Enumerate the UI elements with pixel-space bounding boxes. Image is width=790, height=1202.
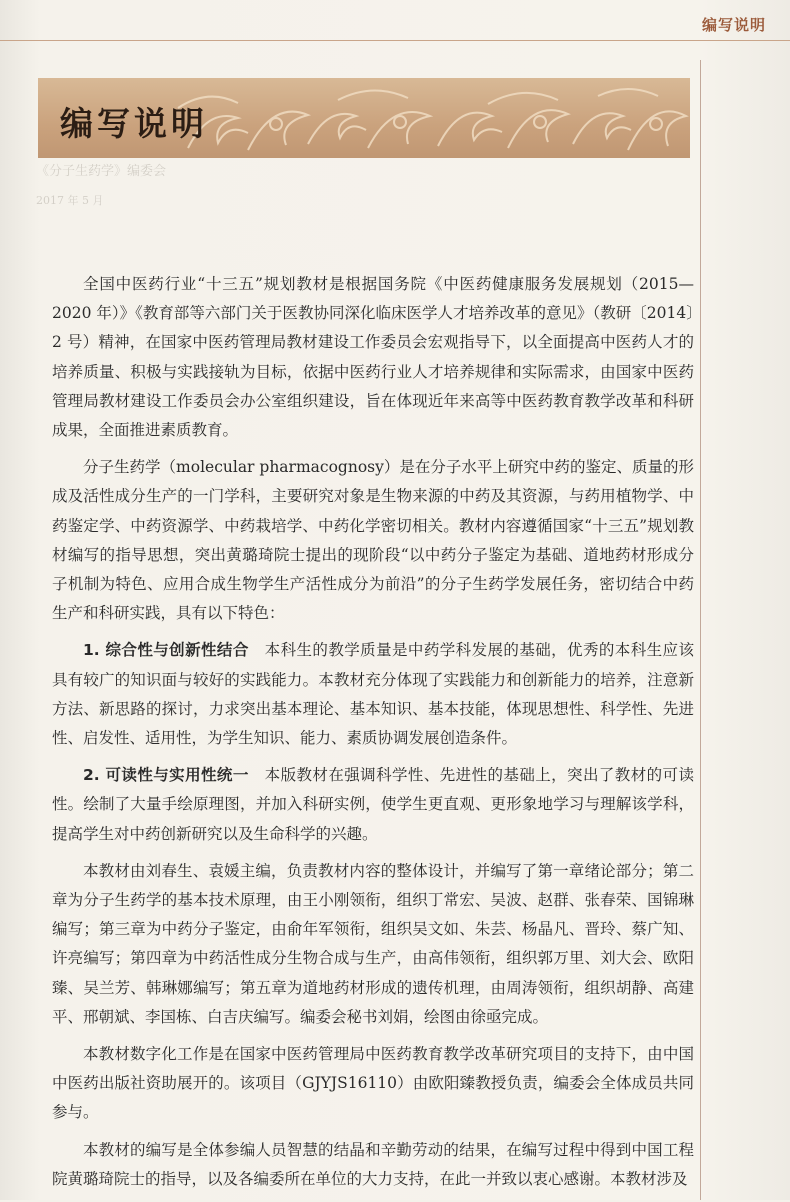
bleed-through-text: 《分子生药学》编委会 — [36, 164, 167, 179]
paragraph — [52, 453, 694, 628]
paragraph — [52, 270, 694, 445]
paragraph-text: 本版教材在强调科学性、先进性的基础上，突出了教材的可读性。绘制了大量手绘原理图，并加入科研实例，使学生更直观、更形象地学习与理解该学科，提高学生对中药创新研究以及生命科学的兴趣。 — [52, 766, 694, 843]
header-rule — [0, 40, 790, 41]
feature-heading: 1. 综合性与创新性结合 — [83, 641, 249, 660]
banner-title: 编写说明 — [60, 104, 208, 143]
bleed-through-date: 2017 年 5 月 — [36, 194, 104, 207]
paragraph — [52, 857, 694, 1032]
paragraph — [52, 1136, 694, 1194]
feature-paragraph — [52, 636, 694, 753]
chapter-banner — [38, 78, 690, 158]
paragraph-text: 本教材由刘春生、袁媛主编，负责教材内容的整体设计，并编写了第一章绪论部分；第二章为分子生药学的基本技术原理，由王小刚领衔，组织丁常宏、吴波、赵群、张春荣、国锦琳编写；第三章为中药分子鉴定，由俞年军领衔，组织吴文如、朱芸、杨晶凡、晋玲、蔡广知、许亮编写；第四章为中药活性成分生物合成与生产，由高伟领衔，组织郭万里、刘大会、欧阳臻、吴兰芳、韩琳娜编写；第五章为道地药材形成的遗传机理，由周涛领衔，组织胡静、高建平、邢朝斌、李国栋、白吉庆编写。编委会秘书刘娟，绘图由徐亟完成。 — [52, 861, 694, 1026]
paragraph-text: 本科生的教学质量是中药学科发展的基础，优秀的本科生应该具有较广的知识面与较好的实践能力。本教材充分体现了实践能力和创新能力的培养，注意新方法、新思路的探讨，力求突出基本理论、基本知识、基本技能，体现思想性、科学性、先进性、启发性、适用性，为学生知识、能力、素质协调发展创造条件。 — [52, 641, 694, 748]
paragraph-text: 本教材数字化工作是在国家中医药管理局中医药教育教学改革研究项目的支持下，由中国中医药出版社资助展开的。该项目（GJYJS16110）由欧阳臻教授负责，编委会全体成员共同参与。 — [52, 1045, 694, 1122]
paragraph — [52, 1040, 694, 1128]
paragraph-text: 本教材的编写是全体参编人员智慧的结晶和辛勤劳动的结果，在编写过程中得到中国工程院黄璐琦院士的指导，以及各编委所在单位的大力支持，在此一并致以衷心感谢。本教材涉及 — [52, 1140, 694, 1188]
feature-heading: 2. 可读性与实用性统一 — [83, 766, 249, 785]
paragraph-text: 全国中医药行业“十三五”规划教材是根据国务院《中医药健康服务发展规划（2015—2020 年）》《教育部等六部门关于医教协同深化临床医学人才培养改革的意见》（教研〔2014〕2 号）精神，在国家中医药管理局教材建设工作委员会宏观指导下，以全面提高中医药人才的培养质量、积极与实践接轨为目标，依据中医药行业人才培养规律和实际需求，由国家中医药管理局教材建设工作委员会办公室组织建设，旨在体现近年来高等中医药教育教学改革和科研成果，全面推进素质教育。 — [52, 275, 694, 440]
paragraph-text: 分子生药学（molecular pharmacognosy）是在分子水平上研究中药的鉴定、质量的形成及活性成分生产的一门学科，主要研究对象是生物来源的中药及其资源，与药用植物学、中药鉴定学、中药资源学、中药栽培学、中药化学密切相关。教材内容遵循国家“十三五”规划教材编写的指导思想，突出黄璐琦院士提出的现阶段“以中药分子鉴定为基础、道地药材形成分子机制为特色、应用合成生物学生产活性成分为前沿”的分子生药学发展任务，密切结合中药生产和科研实践，具有以下特色： — [52, 458, 694, 623]
body-text — [52, 270, 694, 1202]
running-head: 编写说明 — [701, 16, 766, 34]
feature-paragraph — [52, 761, 694, 849]
margin-rule — [700, 60, 701, 1200]
